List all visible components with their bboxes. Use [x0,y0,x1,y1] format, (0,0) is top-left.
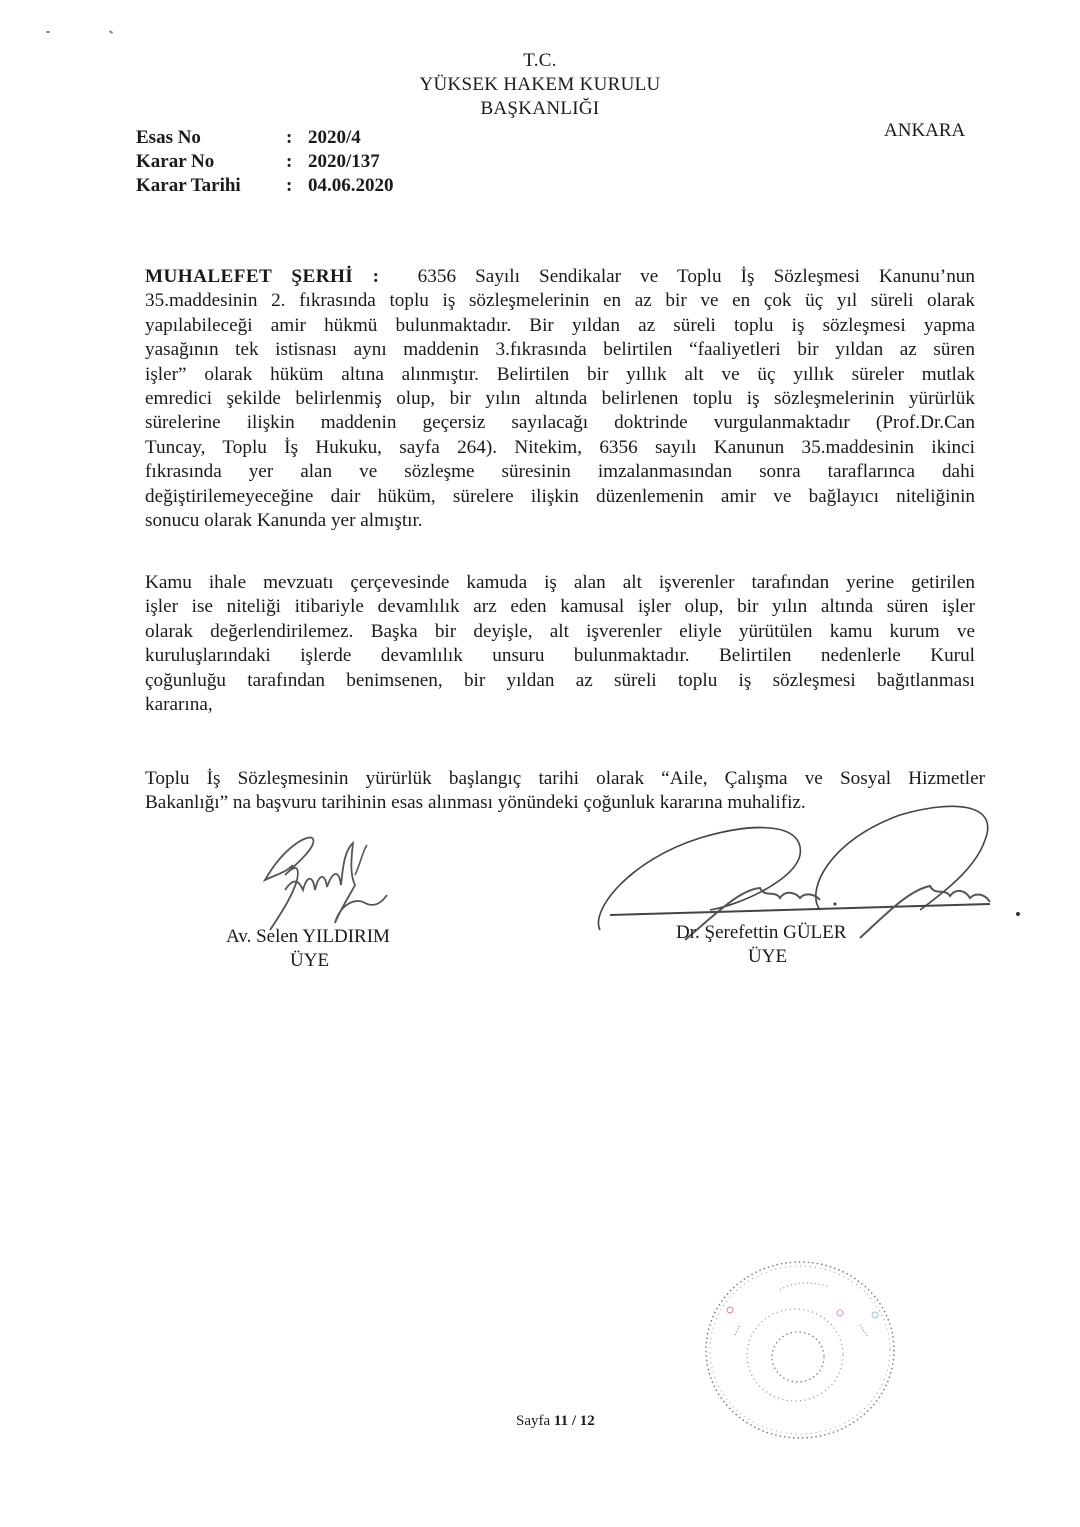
paragraph-line: işler ise niteliği itibariyle devamlılık arz eden kamusal işler olup, bir yılın altında süren işler [145,596,975,618]
paragraph-line: sürelerine ilişkin maddenin geçersiz sayılacağı doktrinde vurgulanmaktadır (Prof.Dr.Can [145,412,975,434]
paragraph-line: sonucu olarak Kanunda yer almıştır. [145,509,423,531]
paragraph-line: kuruluşlarındaki işlerde devamlılık unsuru bulunmaktadır. Belirtilen nedenlerle Kurul [145,645,975,667]
paragraph-line: çoğunluğu tarafından benimsenen, bir yıldan az süreli toplu iş sözleşmesi bağıtlanması [145,669,975,691]
meta-label: Karar No [136,151,215,172]
meta-separator: : [286,127,293,148]
page-prefix: Sayfa [516,1413,551,1429]
paragraph-line [145,265,975,289]
meta-row-esas-no [136,127,361,149]
city-label: ANKARA [884,120,966,141]
paragraph-line: emredici şekilde belirlenmiş olup, bir yılın altında belirlenen toplu iş sözleşmelerinin yürürlük [145,387,975,409]
paragraph-line: Toplu İş Sözleşmesinin yürürlük başlangıç tarihi olarak “Aile, Çalışma ve Sosyal Hizmetler [145,768,985,789]
page-separator: / [571,1413,577,1429]
meta-separator: : [286,151,293,172]
paragraph-line: Bakanlığı” na başvuru tarihinin esas alınması yönündeki çoğunluk kararına muhalifiz. [145,792,806,814]
signatory-role: ÜYE [748,946,788,967]
meta-separator: : [286,175,293,196]
page-number [516,1413,595,1430]
header-organization: YÜKSEK HAKEM KURULU [419,74,661,95]
paragraph-line: fıkrasında yer alan ve sözleşme süresinin imzalanmasından sonra taraflarınca dahi [145,461,975,483]
paragraph-line: 35.maddesinin 2. fıkrasında toplu iş sözleşmelerinin en az bir ve en çok üç yıl süreli olarak [145,290,975,312]
paragraph-line: Kamu ihale mevzuatı çerçevesinde kamuda iş alan alt işverenler tarafından yerine getirilen [145,572,975,593]
paragraph-line: yapılabileceği amir hükmü bulunmaktadır. Bir yıldan az süreli toplu iş sözleşmesi yapma [145,314,975,336]
meta-row-karar-tarihi [136,175,394,197]
page-current: 11 [553,1413,569,1429]
dissent-heading: MUHALEFET ŞERHİ : [145,266,380,287]
paragraph-line: işler” olarak hüküm altına alınmıştır. Belirtilen bir yıllık alt ve üç yıllık süreler mutlak [145,363,975,385]
meta-value: 2020/4 [308,127,361,148]
paragraph-line: Tuncay, Toplu İş Hukuku, sayfa 264). Nitekim, 6356 sayılı Kanunun 35.maddesinin ikinci [145,436,975,458]
page-total: 12 [579,1413,595,1429]
header-tc: T.C. [523,50,557,71]
meta-row-karar-no [136,151,380,173]
meta-label: Esas No [136,127,201,148]
meta-label: Karar Tarihi [136,175,241,196]
official-stamp-icon [700,1255,900,1445]
paragraph-line: değiştirilemeyeceğine dair hüküm, sürelere ilişkin düzenlemenin amir ve bağlayıcı niteliğinin [145,485,975,507]
header-department: BAŞKANLIĞI [480,98,600,119]
scan-artifact [46,31,50,33]
scan-artifact [109,30,113,34]
paragraph-line: kararına, [145,693,213,715]
paragraph-line: olarak değerlendirilemez. Başka bir deyişle, alt işverenler eliyle yürütülen kamu kurum ve [145,620,975,642]
meta-value: 2020/137 [308,151,380,172]
paragraph-dissent-reasoning [145,265,975,533]
signature-selen-yildirim-icon [255,835,425,935]
meta-value: 04.06.2020 [308,175,394,196]
signatory-name: Dr. Şerefettin GÜLER [676,922,847,943]
signatory-role: ÜYE [290,950,330,971]
signatory-name: Av. Selen YILDIRIM [226,926,390,947]
line-text: 6356 Sayılı Sendikalar ve Toplu İş Sözleşmesi Kanunu’nun [417,266,975,287]
paragraph-public-works [145,571,975,717]
paragraph-line: yasağının tek istisnası aynı maddenin 3.fıkrasında belirtilen “faaliyetleri bir yıldan az süren [145,339,975,361]
